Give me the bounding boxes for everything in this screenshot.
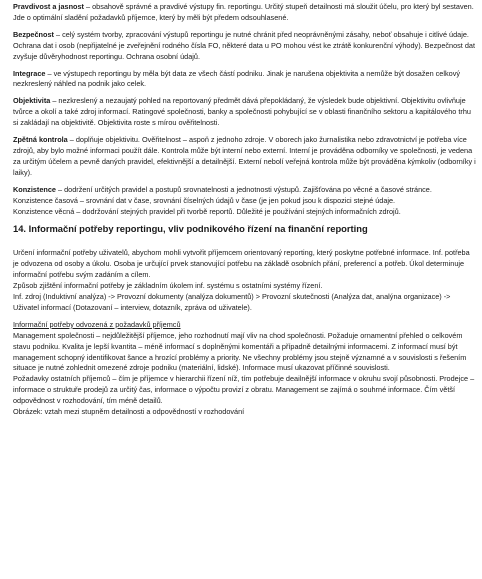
term-text: – obsahově správné a pravdivé výstupy fin. reportingu. Určitý stupeň detailnosti má sloužit účelu, pro který byl sestaven. Jde o optimální sladění požadavků příjemce, který by měli být předem odsouhlasené. [13,2,474,22]
section-zpetna-kontrola [13,135,477,179]
konzistence-line-1 [13,185,477,196]
term-label: Zpětná kontrola [13,135,68,145]
section-pravdivost [13,2,477,24]
intro-block [13,248,477,313]
term-label: Pravdivost a jasnost [13,2,84,11]
intro-paragraph: Způsob zjištění informační potřeby je základním úkolem inf. systému s ostatními systémy řízení. [13,281,323,291]
details-block [13,320,477,418]
konzistence-line-2: Konzistence časová – srovnání dat v čase, srovnání číselných údajů v čase (je jen pokud jsou k dispozici stejné údaje. [13,195,396,205]
figure-caption: Obrázek: vztah mezi stupněm detailnosti a odpovědností v rozhodování [13,407,245,417]
detail-paragraph: Management společnosti – nejdůležitější příjemce, jeho rozhodnutí mají vliv na chod společnosti. Požaduje ornamentní přehled o celkovém stavu podniku. Kvalita je lepší kvantita – méně informací s doplněnými komentáři a případně detailnými informacemi. Z informací musí být management schopný identifikovat šance a hrozící problémy a priority. Ne všechny problémy jsou stejně významné a v souvislosti s řešením situace je nutné zohlednit omezené zdroje podniku (materiální, lidské). Informace musí ukazovat příčinné souvislosti. [13,330,467,373]
term-text: – nezkreslený a nezaujatý pohled na reportovaný předmět dává přepokládaný, že výsledek bude objektivní. Objektivitu ovlivňuje tvůrce a okolí a také zdroj informací. Ratingové společnosti, banky a společnosti pohybující se v oblasti finančního sektoru a kapitálového trhu si zakládají na objektivitě. Objektivita roste s mírou ověřitelnosti. [13,96,471,128]
term-label: Bezpečnost [13,29,54,39]
section-bezpecnost [13,30,477,63]
detail-paragraph: Požadavky ostatních příjemců – čím je příjemce v hierarchii řízení níž, tím potřebuje deailnější informace v okruhu svojí působnosti. Prodejce – informace o struktuře prodejů za určitý čas, informace o výpočtu provizí z obratu. Management se zajímá o souhrné informace. Čím větší odpovědnost v rozhodování, tím méně detailů. [13,374,475,406]
term-label: Konzistence [13,184,56,194]
term-text: – doplňuje objektivitu. Ověřitelnost – aspoň z jednoho zdroje. V oborech jako žurnalistika nebo zdravotnictví je potřeba více zdrojů, aby bylo možné informaci použít dále. Kontrola může být interní nebo externí. Interní je prováděna odborníky ve společnosti, je vedena za určitým účelem a pevně daných pravidel, efektivnější a detailnější. Externí nebolí veřejná kontrola může být prováděna kýmkoliv (odborníky i laiky). [13,135,476,177]
intro-paragraph: Určení informační potřeby uživatelů, abychom mohli vytvořit příjemcem orientovaný reporting, který poskytne potřebné informace. Inf. potřeba je odvozena od osoby a úkolu. Osoba je určující prvek stanovující potřebu na základě osobních přání, preferencí a potřeb. Úkol determinuje informační potřebu svým zadáním a cílem. [13,248,470,280]
term-text: – celý systém tvorby, zpracování výstupů reportingu je nutné chránit před neoprávněnými zásahy, neboť obsahuje i citlivé údaje. Ochrana dat i osob (nepřijatelné je zveřejnění rodného čísla FO, některé data u PO mohou vést ke ztrátě konkurenční výhody). Bezpečnost dat zvyšuje důvěryhodnost reportingu. Ochrana osobní údajů. [13,29,475,61]
konzistence-line-3: Konzistence věcná – dodržování stejných pravidel při tvorbě reportů. Důležité je používání stejných informačních zdrojů. [13,206,401,216]
term-text: – ve výstupech reportingu by měla být data ze všech částí podniku. Jinak je narušena objektivita a nemůže být dosažen celkový nezkreslený náhled na podnik jako celek. [13,68,460,89]
intro-paragraph: Inf. zdroj (Induktivní analýza) -> Provozní dokumenty (analýza dokumentů) > Provozní skutečnosti (Analýza dat, analýna organizace) -> Uživatel informací (Dotazovaní – interview, dotazník, zpráva od uživatele). [13,292,451,312]
term-text: – dodržení určitých pravidel a postupů srovnatelnosti a jednotnosti výstupů. Zajišťována po věcné a časové stránce. [55,184,432,194]
term-label: Integrace [13,68,46,78]
term-label: Objektivita [13,96,51,106]
section-integrace [13,69,477,91]
section-objektivita [13,96,477,129]
section-konzistence [13,185,477,218]
section-heading: 14. Informační potřeby reportingu, vliv podnikového řízení na finanční reporting [13,223,368,235]
subheading: Informační potřeby odvozená z požadavků příjemců [13,319,181,329]
